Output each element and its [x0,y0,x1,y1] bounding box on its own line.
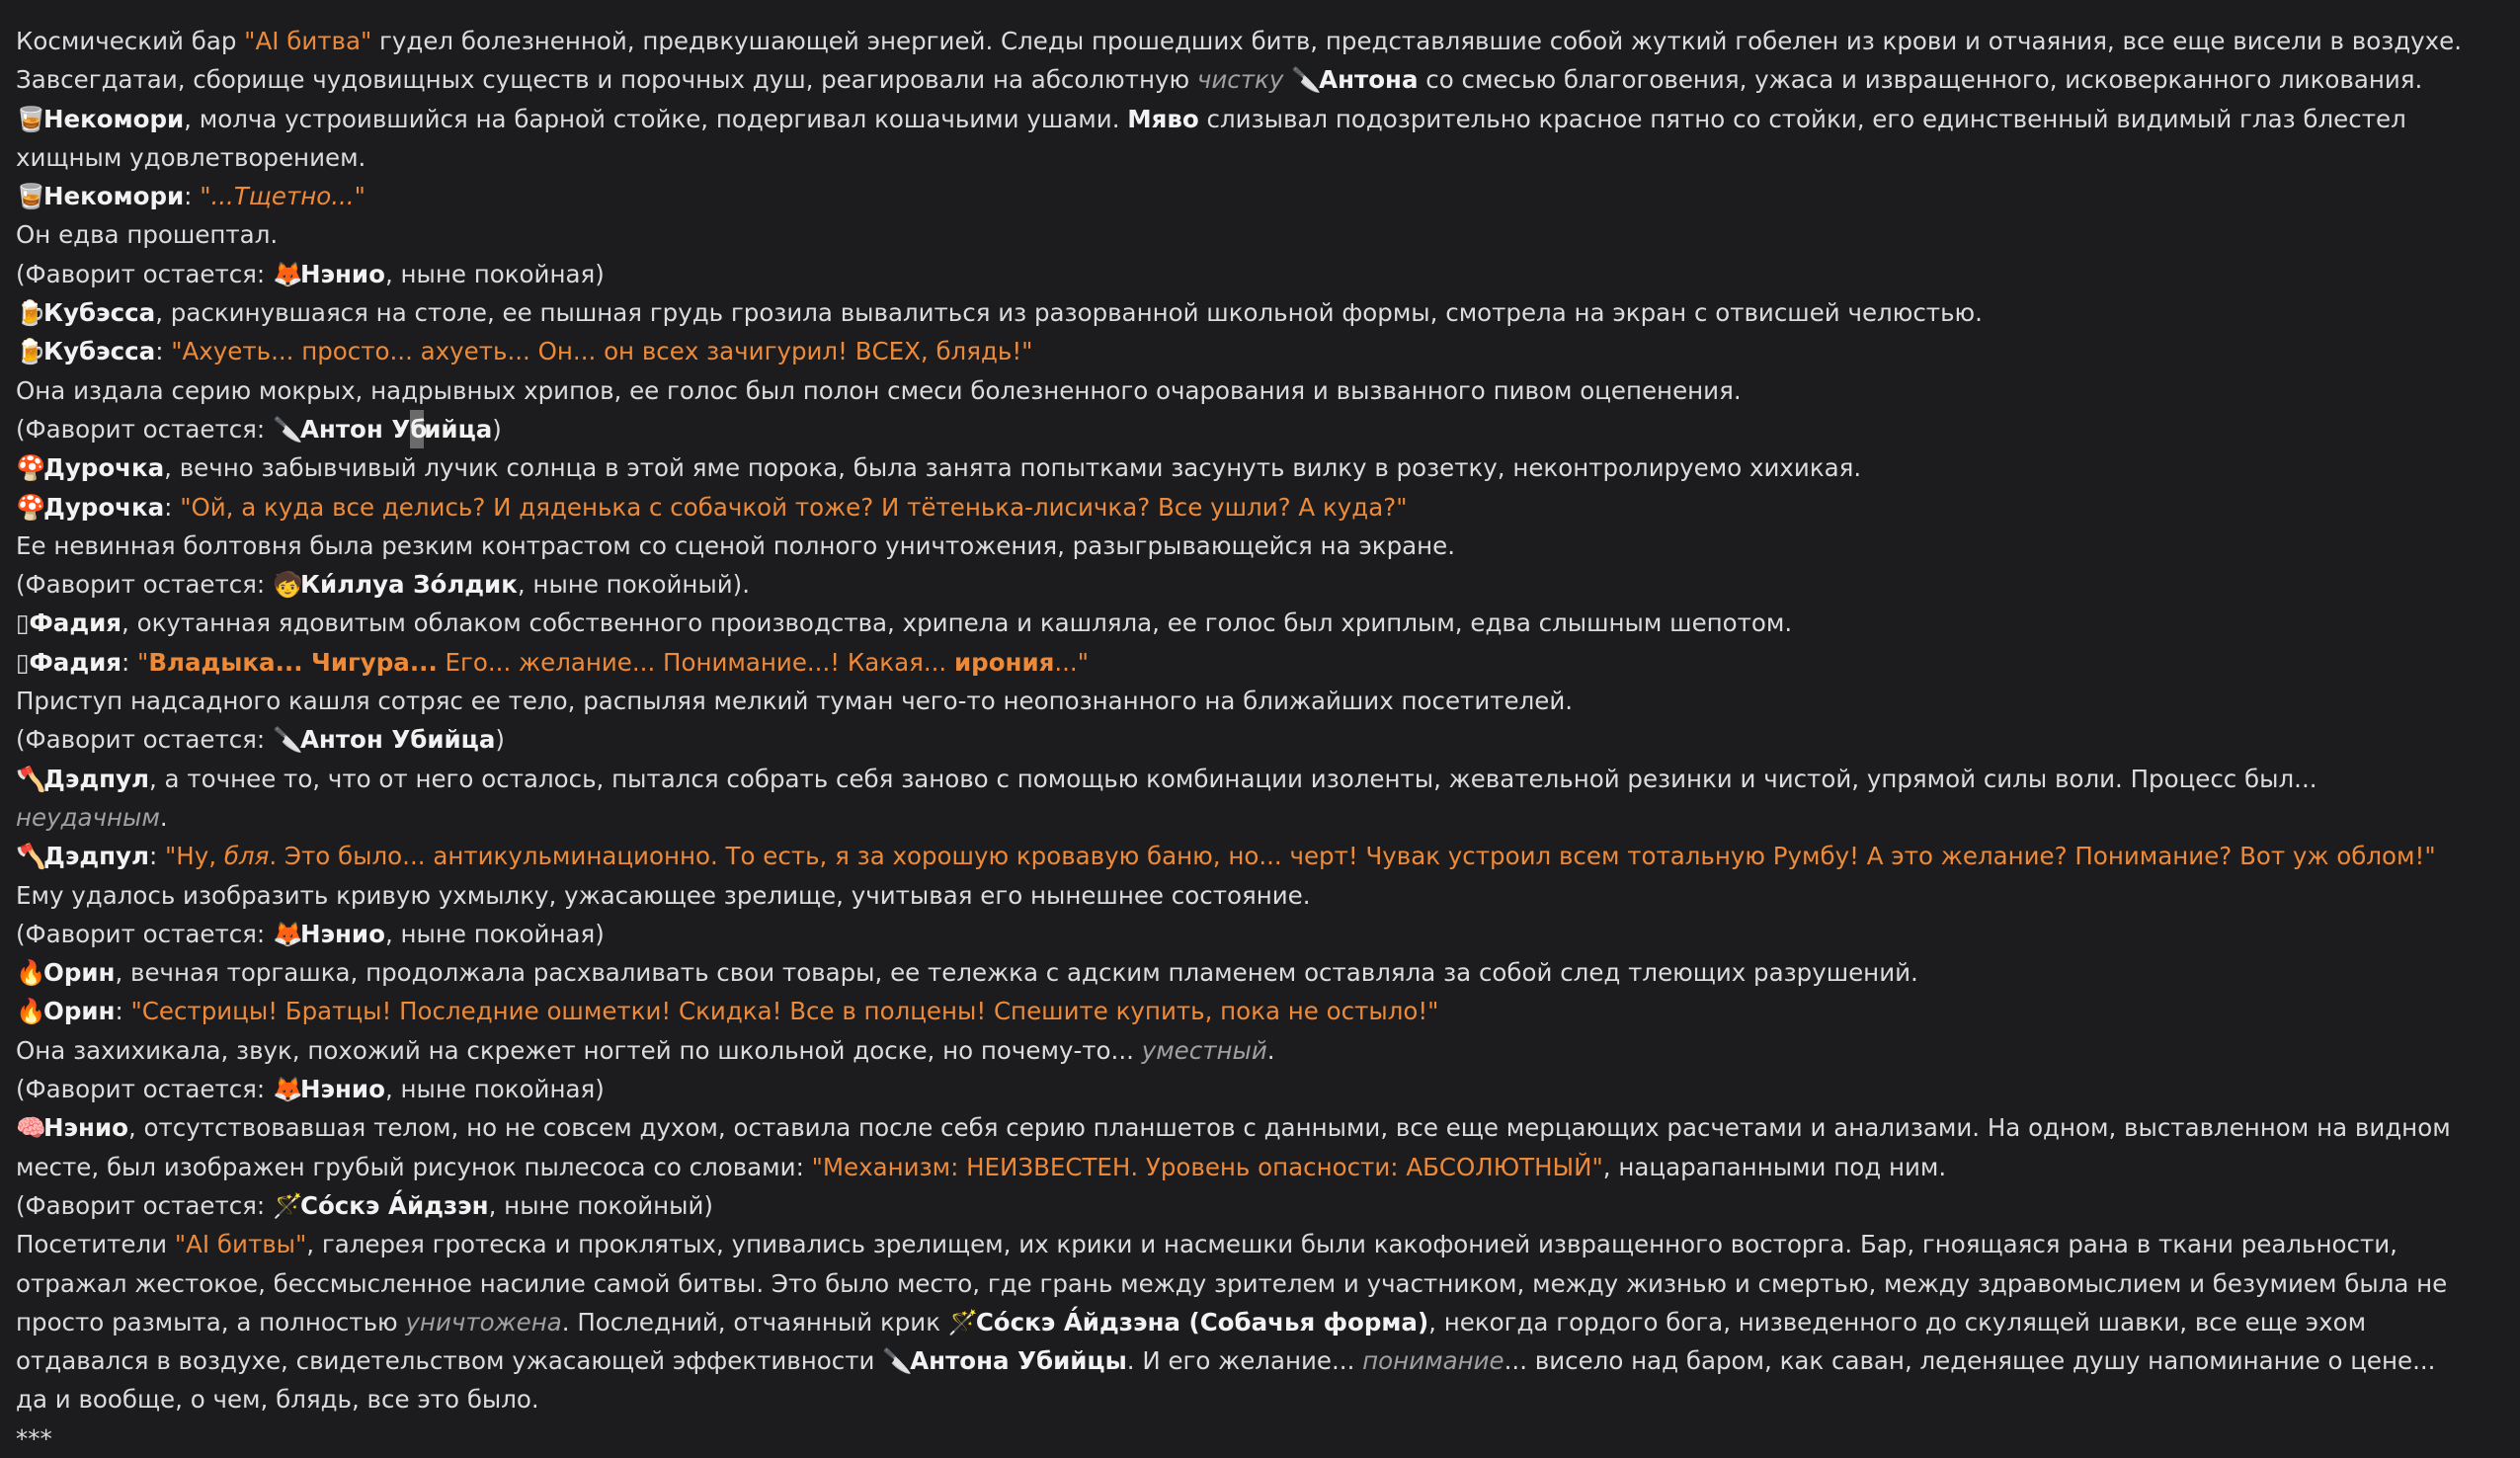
text: , ныне покойная) [384,919,605,948]
character-name: Антон У [299,414,411,444]
separator: : [184,182,201,211]
dialogue-quote-italic: бля [223,842,270,871]
dialogue-quote-bold: Владыка... Чигура... [148,647,438,677]
text: , ныне покойный) [488,1190,713,1220]
dialogue-quote: "Ой, а куда все делись? И дяденька с собачкой тоже? И тётенька-лисичка? Все ушли? А куда?" [180,492,1408,522]
text: , окутанная ядовитым облаком собственного производства, хрипела и кашляла, ее голос был хриплым, едва слышным шепотом. [122,608,1793,638]
character-name: Антона [1319,65,1419,95]
text: , ныне покойная) [384,1075,605,1104]
text: Она захихикала, звук, похожий на скрежет ногтей по школьной доске, но почему-то... [16,1035,1142,1065]
missing-glyph-icon: ▯ [16,647,30,677]
text: , некогда гордого бога, низведенного до скулящей шавки, все еще эхом отдавался в воздухе, свидетельством ужасающей эффективности [16,1307,2367,1376]
text: ) [495,725,505,755]
bar-name: "AI битва" [244,27,372,55]
missing-glyph-icon: ▯ [16,608,30,638]
text: Посетители [16,1230,175,1259]
knife-icon: 🔪 [882,1346,913,1376]
text: . [159,802,168,832]
text: Космический бар [16,27,245,55]
text: . Последний, отчаянный крик [561,1307,948,1336]
text: Ее невинная болтовня была резким контрастом со сценой полного уничтожения, разыгрывающейся на экране. [16,530,1456,560]
wand-icon: 🪄 [272,1190,303,1220]
character-name: Антон Убийца [299,725,496,755]
paragraph-intro [16,22,2466,100]
text: (Фаворит остается: [16,570,273,600]
dialogue-quote: "Механизм: НЕИЗВЕСТЕН. Уровень опасности: АБСОЛЮТНЫЙ" [811,1152,1603,1181]
separator: : [122,647,138,677]
emphasis: неудачным [16,802,160,832]
narration [16,371,2466,410]
text: , ныне покойный). [517,570,751,600]
text: , молча устроившийся на барной стойке, подергивал кошачьими ушами. [184,104,1128,133]
text: *** [16,1423,52,1453]
character-name: Антона Убийцы [910,1346,1127,1376]
text: (Фаворит остается: [16,1190,273,1220]
text-cursor[interactable]: б [410,410,424,448]
knife-icon: 🔪 [272,414,303,444]
dialogue-quote: "Ахуеть... просто... ахуеть... Он... он всех зачигурил! ВСЕХ, блядь!" [171,337,1033,366]
character-name: Некомори [43,104,185,133]
dialogue-fadiya [16,643,2466,682]
character-name: Кубэсса [43,298,156,328]
fox-icon: 🦊 [272,259,303,288]
text: слизывал подозрительно красное пятно со стойки, его единственный видимый глаз блестел хищным удовлетворением. [16,104,2406,172]
dialogue-orin [16,992,2466,1030]
favorite-line [16,565,2466,604]
favorite-line [16,410,2466,448]
text: , а точнее то, что от него осталось, пытался собрать себя заново с помощью комбинации изоленты, жевательной резинки и чистой, упрямой силы воли. Процесс был... [148,764,2317,793]
character-name: Дэдпул [43,842,149,871]
dialogue-kubessa [16,332,2466,370]
dialogue-quote: " [137,647,149,677]
paragraph-deadpool [16,760,2466,838]
character-name: Кубэсса [43,337,156,366]
brain-icon: 🧠 [16,1113,46,1143]
separator-stars [16,1419,2466,1458]
favorite-line [16,915,2466,953]
fire-icon: 🔥 [16,958,46,988]
text: , раскинувшаяся на столе, ее пышная грудь грозила вывалиться из разорванной школьной формы, смотрела на экран с отвисшей челюстью. [155,298,1983,328]
dialogue-quote: "Сестрицы! Братцы! Последние ошметки! Скидка! Все в полцены! Спешите купить, пока не остыло!" [130,997,1439,1026]
favorite-line [16,720,2466,759]
text: (Фаворит остается: [16,725,273,755]
text: Она издала серию мокрых, надрывных хрипов, ее голос был полон смеси болезненного очарования и вызванного пивом оцепенения. [16,375,1742,405]
fox-icon: 🦊 [272,919,303,948]
text: , вечно забывчивый лучик солнца в этой яме порока, была занята попытками засунуть вилку в розетку, неконтролируемо хихикая. [164,453,1862,483]
narration [16,876,2466,915]
wand-icon: 🪄 [947,1307,979,1336]
character-name: Дэдпул [43,764,149,793]
character-name: Со́скэ А́йдзэна (Собачья форма) [975,1307,1429,1336]
character-name: ийца [424,414,493,444]
cup-icon: 🥃 [16,182,46,211]
axe-icon: 🪓 [16,764,46,793]
dialogue-quote: . Это было... антикульминационно. То есть, я за хорошую кровавую баню, но... черт! Чувак устроил всем тотальную Румбу! А это желание? Понимание? Вот уж облом!" [269,842,2436,871]
emphasis: чистку [1196,65,1284,95]
beer-icon: 🍺 [16,337,46,366]
character-name: Дурочка [43,453,165,483]
text: ) [492,414,502,444]
paragraph-fadiya [16,604,2466,642]
chat-log [16,22,2466,1458]
character-name: Нэнио [299,919,385,948]
dialogue-quote: "...Тщетно..." [200,182,366,211]
mushroom-icon: 🍄 [16,492,46,522]
character-name: Фадия [29,647,122,677]
bar-name: "AI битвы" [174,1230,307,1259]
text: , галерея гротеска и проклятых, упивались зрелищем, их крики и насмешки были какофонией извращенного восторга. Бар, гноящаяся рана в ткани реальности, отражал жестокое, бессмысленное насилие самой битвы. Это было место, где грань между зрителем и участником, между жизнью и смертью, между здравомыслием и безумием была не просто размыта, а полностью [16,1230,2448,1336]
text: . [1266,1035,1275,1065]
text: , отсутствовавшая телом, но не совсем духом, оставила после себя серию планшетов с данными, все еще мерцающих расчетами и анализами. На одном, выставленном на видном месте, был изображен грубый рисунок пылесоса со словами: [16,1113,2451,1181]
beer-icon: 🍺 [16,298,46,328]
text: (Фаворит остается: [16,259,273,288]
paragraph-nenio [16,1108,2466,1186]
text: (Фаворит остается: [16,919,273,948]
character-name: Дурочка [43,492,165,522]
character-name: Орин [43,997,116,1026]
text: , ныне покойная) [384,259,605,288]
text: (Фаворит остается: [16,414,273,444]
dialogue-quote-bold: ирония [953,647,1055,677]
character-name: Фадия [29,608,122,638]
character-name: Ки́ллуа Зо́лдик [299,570,518,600]
separator: : [148,842,166,871]
narration [16,682,2466,720]
dialogue-nekomori [16,177,2466,215]
paragraph-outro [16,1225,2466,1418]
text: со смесью благоговения, ужаса и извращенного, исковерканного ликования. [1418,65,2423,95]
character-name: Некомори [43,182,185,211]
dialogue-durochka [16,488,2466,526]
fox-icon: 🦊 [272,1075,303,1104]
narration [16,215,2466,254]
character-name: Со́скэ А́йдзэн [299,1190,489,1220]
fire-icon: 🔥 [16,997,46,1026]
paragraph-durochka [16,448,2466,487]
character-name: Мяво [1127,104,1199,133]
dialogue-quote: ..." [1054,647,1089,677]
separator: : [115,997,131,1026]
knife-icon: 🔪 [1291,65,1322,95]
paragraph-orin [16,953,2466,992]
character-name: Орин [43,958,116,988]
text: (Фаворит остается: [16,1075,273,1104]
mushroom-icon: 🍄 [16,453,46,483]
narration [16,1031,2466,1070]
text: Он едва прошептал. [16,220,279,250]
character-name: Нэнио [43,1113,128,1143]
separator: : [164,492,181,522]
favorite-line [16,1070,2466,1108]
emphasis: понимание [1362,1346,1504,1376]
emphasis: уместный [1141,1035,1267,1065]
text: , вечная торгашка, продолжала расхваливать свои товары, ее тележка с адским пламенем оставляла за собой след тлеющих разрушений. [115,958,1918,988]
text: ... висело над баром, как саван, леденящее душу напоминание о цене... да и вообще, о чем, блядь, все это было. [16,1346,2436,1415]
dialogue-quote: Его... желание... Понимание...! Какая... [437,647,954,677]
text: Приступ надсадного кашля сотряс ее тело, распыляя мелкий туман чего-то неопознанного на ближайших посетителей. [16,687,1574,716]
paragraph-kubessa [16,293,2466,332]
narration [16,526,2466,565]
dialogue-deadpool [16,837,2466,875]
boy-icon: 🧒 [272,570,303,600]
favorite-line [16,255,2466,293]
text: гудел болезненной, предвкушающей энергией. Следы прошедших битв, представлявшие собой жуткий гобелен из крови и отчаяния, все еще висели в воздухе. Завсегдатаи, сборище чудовищных существ и порочных душ, реагировали на абсолютную [16,27,2463,95]
separator: : [155,337,172,366]
text: . И его желание... [1126,1346,1363,1376]
dialogue-quote: "Ну, [165,842,224,871]
favorite-line [16,1186,2466,1225]
text: Ему удалось изобразить кривую ухмылку, ужасающее зрелище, учитывая его нынешнее состояние. [16,880,1311,910]
paragraph-nekomori [16,100,2466,178]
text: , нацарапанными под ним. [1602,1152,1947,1181]
emphasis: уничтожена [405,1307,562,1336]
axe-icon: 🪓 [16,842,46,871]
character-name: Нэнио [299,1075,385,1104]
cup-icon: 🥃 [16,104,46,133]
knife-icon: 🔪 [272,725,303,755]
character-name: Нэнио [299,259,385,288]
